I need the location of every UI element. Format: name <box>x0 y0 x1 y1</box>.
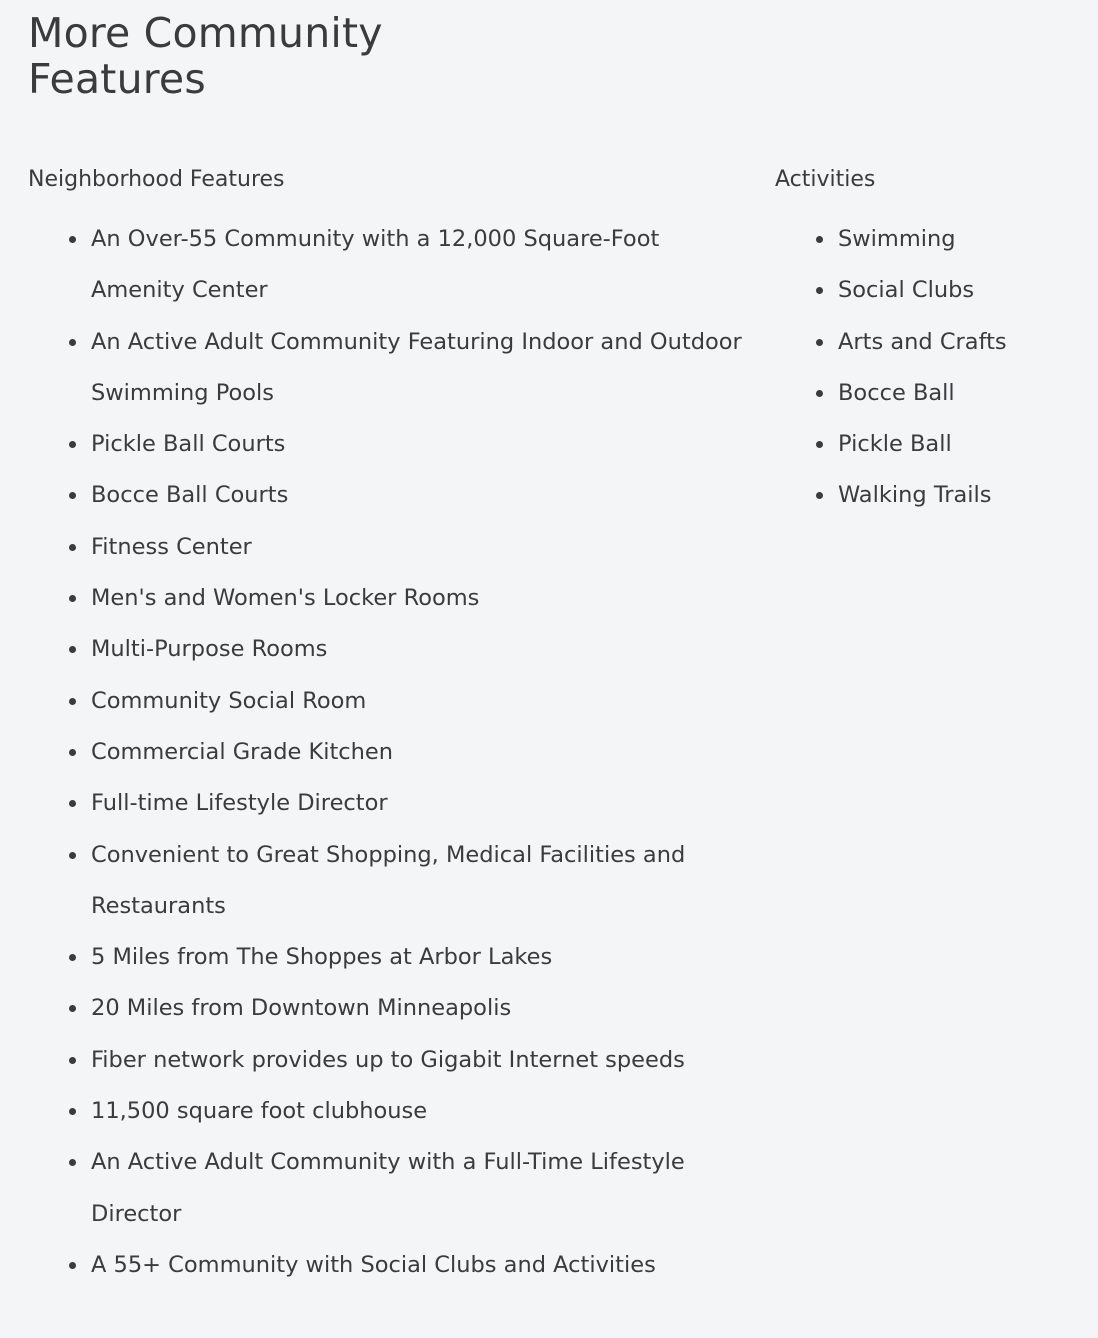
list-item: Pickle Ball Courts <box>28 419 748 470</box>
list-item: Bocce Ball Courts <box>28 470 748 521</box>
list-item: Swimming <box>775 214 1095 265</box>
list-item: Men's and Women's Locker Rooms <box>28 573 748 624</box>
neighborhood-features-list <box>28 214 748 1291</box>
list-item: 11,500 square foot clubhouse <box>28 1086 748 1137</box>
list-item: Convenient to Great Shopping, Medical Facilities and Restaurants <box>28 830 748 933</box>
list-item: 5 Miles from The Shoppes at Arbor Lakes <box>28 932 748 983</box>
list-item: Arts and Crafts <box>775 317 1095 368</box>
list-item: An Active Adult Community with a Full-Time Lifestyle Director <box>28 1137 748 1240</box>
neighborhood-features-heading: Neighborhood Features <box>28 167 285 192</box>
list-item: Pickle Ball <box>775 419 1095 470</box>
activities-section <box>775 164 1095 522</box>
list-item: An Over-55 Community with a 12,000 Square-Foot Amenity Center <box>28 214 748 317</box>
neighborhood-features-section <box>28 164 748 1291</box>
list-item: Full-time Lifestyle Director <box>28 778 748 829</box>
list-item: Social Clubs <box>775 265 1095 316</box>
page-title: More Community Features <box>28 9 383 103</box>
activities-list <box>775 214 1095 522</box>
list-item: A 55+ Community with Social Clubs and Activities <box>28 1240 748 1291</box>
list-item: Fiber network provides up to Gigabit Internet speeds <box>28 1035 748 1086</box>
list-item: 20 Miles from Downtown Minneapolis <box>28 983 748 1034</box>
list-item: Multi-Purpose Rooms <box>28 624 748 675</box>
list-item: Walking Trails <box>775 470 1095 521</box>
activities-heading: Activities <box>775 167 876 192</box>
list-item: Community Social Room <box>28 676 748 727</box>
list-item: Fitness Center <box>28 522 748 573</box>
list-item: Commercial Grade Kitchen <box>28 727 748 778</box>
list-item: An Active Adult Community Featuring Indoor and Outdoor Swimming Pools <box>28 317 748 420</box>
list-item: Bocce Ball <box>775 368 1095 419</box>
